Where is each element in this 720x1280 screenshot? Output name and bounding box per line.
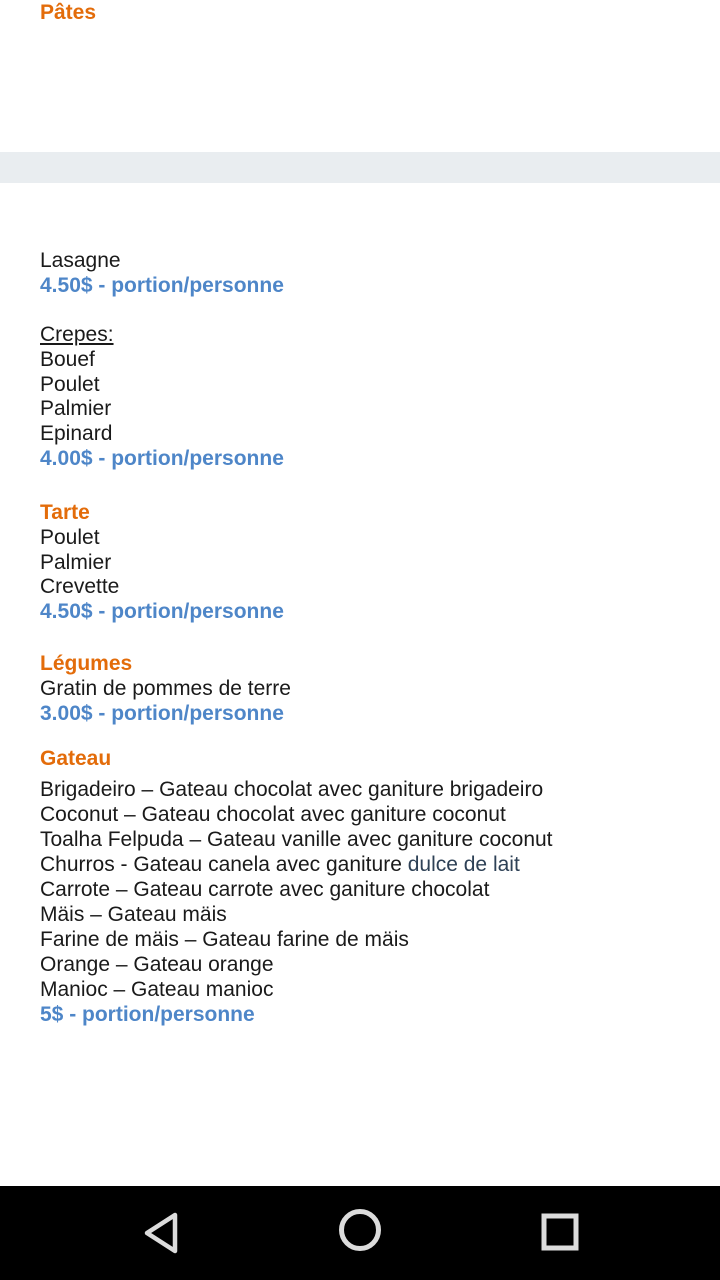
back-button[interactable]: [141, 1211, 179, 1255]
menu-section-legumes: [40, 652, 291, 726]
home-button[interactable]: [338, 1208, 382, 1252]
price-line: 4.50$ - portion/personne: [40, 273, 284, 297]
price-line: 4.50$ - portion/personne: [40, 600, 284, 624]
menu-item: Carrote – Gateau carrote avec ganiture chocolat: [40, 877, 490, 901]
menu-item: Crevette: [40, 575, 120, 599]
menu-item: Toalha Felpuda – Gateau vanille avec ganiture coconut: [40, 827, 553, 851]
menu-item: Mäis – Gateau mäis: [40, 902, 227, 926]
menu-item: Poulet: [40, 372, 100, 396]
recents-icon: [541, 1239, 579, 1254]
section-heading-pates: Pâtes: [40, 1, 97, 24]
section-heading-crepes: Crepes:: [40, 323, 114, 346]
recents-button[interactable]: [541, 1213, 579, 1251]
menu-item: Churros - Gateau canela avec ganiture dulce de lait: [40, 852, 520, 876]
menu-section-lasagne: [40, 249, 284, 299]
price-line: 4.00$ - portion/personne: [40, 446, 284, 470]
menu-section-gateau: [40, 747, 553, 1027]
price-line: 5$ - portion/personne: [40, 1002, 255, 1026]
android-navigation-bar: [0, 1186, 720, 1280]
menu-section-crepes: [40, 323, 284, 472]
menu-item: Gratin de pommes de terre: [40, 676, 291, 700]
menu-item: Orange – Gateau orange: [40, 952, 274, 976]
menu-item: Poulet: [40, 525, 100, 549]
menu-item: Palmier: [40, 550, 112, 574]
section-heading-gateau: Gateau: [40, 747, 112, 770]
highlighted-text: dulce de lait: [407, 852, 520, 876]
section-heading-tarte: Tarte: [40, 501, 90, 524]
menu-item: Lasagne: [40, 249, 121, 272]
page-break-band: [0, 152, 720, 183]
menu-item: Brigadeiro – Gateau chocolat avec ganiture brigadeiro: [40, 777, 544, 801]
menu-section-tarte: [40, 501, 284, 625]
menu-item: Bouef: [40, 347, 95, 371]
gateau-items: [40, 777, 553, 1027]
menu-item: Farine de mäis – Gateau farine de mäis: [40, 927, 409, 951]
menu-item: Manioc – Gateau manioc: [40, 977, 274, 1001]
section-heading-legumes: Légumes: [40, 652, 133, 675]
price-line: 3.00$ - portion/personne: [40, 701, 284, 725]
back-icon: [141, 1243, 179, 1258]
home-icon: [338, 1240, 382, 1255]
menu-item: Palmier: [40, 397, 112, 421]
menu-item: Epinard: [40, 422, 113, 446]
menu-item: Coconut – Gateau chocolat avec ganiture coconut: [40, 802, 506, 826]
